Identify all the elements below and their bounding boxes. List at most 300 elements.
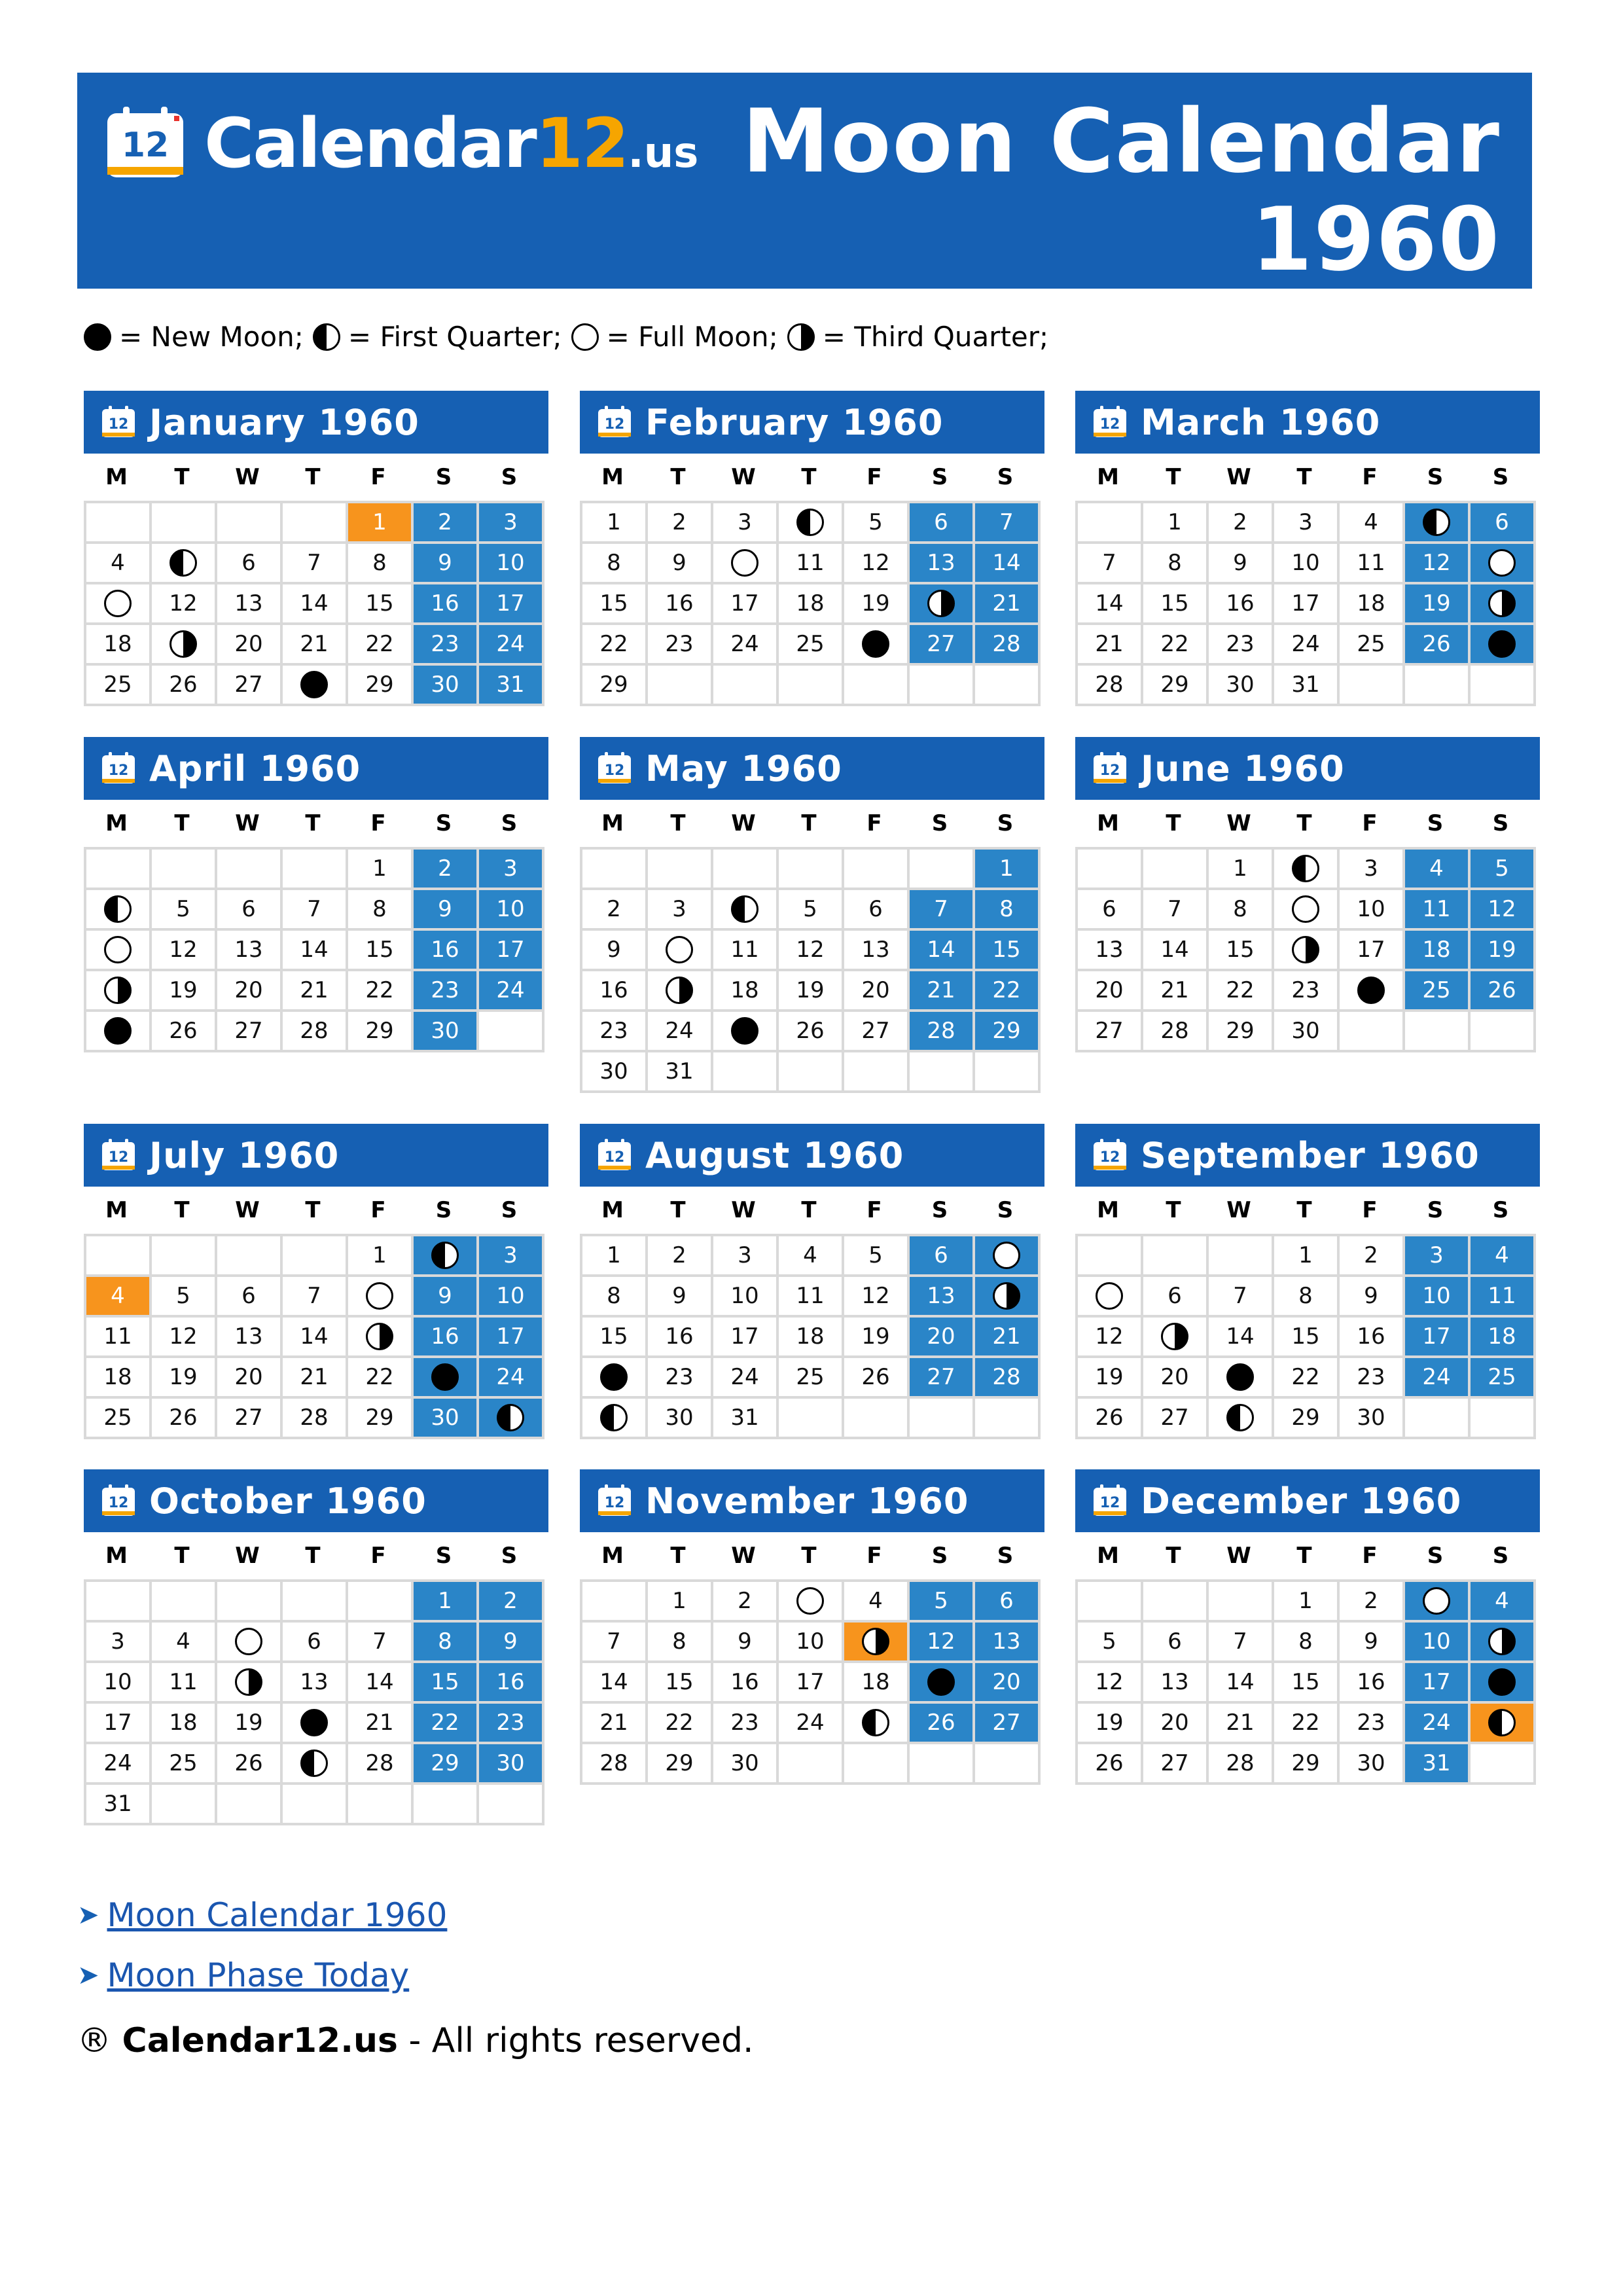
day-cell[interactable]: 1 <box>348 503 414 544</box>
day-cell[interactable]: 19 <box>844 1318 910 1358</box>
day-cell[interactable]: 19 <box>844 584 910 625</box>
day-cell[interactable]: 21 <box>975 584 1041 625</box>
day-cell[interactable]: 13 <box>217 1318 283 1358</box>
day-cell[interactable]: 12 <box>1405 544 1471 584</box>
day-cell[interactable]: 2 <box>1209 503 1274 544</box>
day-cell[interactable]: 9 <box>414 890 479 931</box>
day-cell[interactable]: 9 <box>713 1623 779 1663</box>
day-cell[interactable]: 11 <box>779 1277 844 1318</box>
day-cell[interactable]: 31 <box>1405 1744 1471 1785</box>
day-cell[interactable] <box>1274 931 1340 971</box>
day-cell[interactable]: 12 <box>1471 890 1536 931</box>
day-cell[interactable]: 2 <box>1340 1236 1405 1277</box>
day-cell[interactable]: 4 <box>1340 503 1405 544</box>
day-cell[interactable]: 11 <box>779 544 844 584</box>
day-cell[interactable]: 8 <box>648 1623 713 1663</box>
day-cell[interactable]: 6 <box>1143 1623 1209 1663</box>
day-cell[interactable]: 3 <box>479 503 544 544</box>
day-cell[interactable]: 10 <box>779 1623 844 1663</box>
day-cell[interactable]: 14 <box>1143 931 1209 971</box>
day-cell[interactable]: 14 <box>348 1663 414 1704</box>
day-cell[interactable]: 5 <box>844 1236 910 1277</box>
day-cell[interactable]: 8 <box>1209 890 1274 931</box>
day-cell[interactable]: 26 <box>152 1012 217 1052</box>
day-cell[interactable]: 7 <box>1209 1277 1274 1318</box>
day-cell[interactable]: 2 <box>648 503 713 544</box>
day-cell[interactable]: 4 <box>1471 1582 1536 1623</box>
day-cell[interactable]: 27 <box>1143 1744 1209 1785</box>
day-cell[interactable]: 28 <box>1078 666 1143 706</box>
day-cell[interactable]: 10 <box>713 1277 779 1318</box>
day-cell[interactable]: 8 <box>975 890 1041 931</box>
day-cell[interactable]: 2 <box>479 1582 544 1623</box>
day-cell[interactable]: 16 <box>648 1318 713 1358</box>
day-cell[interactable] <box>844 1623 910 1663</box>
day-cell[interactable] <box>217 1623 283 1663</box>
day-cell[interactable]: 20 <box>1143 1704 1209 1744</box>
day-cell[interactable]: 1 <box>582 1236 648 1277</box>
day-cell[interactable]: 13 <box>1143 1663 1209 1704</box>
day-cell[interactable]: 7 <box>1209 1623 1274 1663</box>
day-cell[interactable]: 16 <box>582 971 648 1012</box>
day-cell[interactable]: 17 <box>1340 931 1405 971</box>
day-cell[interactable] <box>582 1358 648 1399</box>
day-cell[interactable]: 30 <box>414 1399 479 1439</box>
day-cell[interactable]: 16 <box>713 1663 779 1704</box>
day-cell[interactable] <box>582 1399 648 1439</box>
day-cell[interactable]: 5 <box>152 1277 217 1318</box>
day-cell[interactable]: 8 <box>582 1277 648 1318</box>
day-cell[interactable] <box>1405 1582 1471 1623</box>
day-cell[interactable]: 17 <box>86 1704 152 1744</box>
day-cell[interactable] <box>1471 1704 1536 1744</box>
day-cell[interactable]: 6 <box>910 1236 975 1277</box>
day-cell[interactable]: 6 <box>975 1582 1041 1623</box>
moon-calendar-link[interactable]: Moon Calendar 1960 <box>107 1896 448 1934</box>
day-cell[interactable] <box>86 1012 152 1052</box>
day-cell[interactable]: 15 <box>414 1663 479 1704</box>
day-cell[interactable]: 15 <box>648 1663 713 1704</box>
day-cell[interactable]: 10 <box>86 1663 152 1704</box>
day-cell[interactable]: 2 <box>648 1236 713 1277</box>
day-cell[interactable]: 24 <box>648 1012 713 1052</box>
day-cell[interactable]: 16 <box>414 931 479 971</box>
day-cell[interactable]: 18 <box>779 584 844 625</box>
day-cell[interactable]: 6 <box>217 890 283 931</box>
day-cell[interactable]: 1 <box>1274 1236 1340 1277</box>
day-cell[interactable]: 7 <box>283 1277 348 1318</box>
day-cell[interactable]: 30 <box>414 666 479 706</box>
day-cell[interactable]: 28 <box>910 1012 975 1052</box>
day-cell[interactable]: 24 <box>713 625 779 666</box>
day-cell[interactable]: 19 <box>217 1704 283 1744</box>
day-cell[interactable]: 10 <box>1405 1623 1471 1663</box>
day-cell[interactable]: 27 <box>975 1704 1041 1744</box>
day-cell[interactable]: 11 <box>1405 890 1471 931</box>
day-cell[interactable]: 15 <box>582 584 648 625</box>
day-cell[interactable]: 22 <box>348 625 414 666</box>
day-cell[interactable] <box>1274 890 1340 931</box>
day-cell[interactable]: 16 <box>1340 1318 1405 1358</box>
day-cell[interactable]: 1 <box>414 1582 479 1623</box>
day-cell[interactable]: 25 <box>1340 625 1405 666</box>
day-cell[interactable]: 8 <box>1143 544 1209 584</box>
day-cell[interactable]: 5 <box>152 890 217 931</box>
day-cell[interactable] <box>713 890 779 931</box>
day-cell[interactable] <box>283 1704 348 1744</box>
day-cell[interactable]: 3 <box>1405 1236 1471 1277</box>
day-cell[interactable]: 13 <box>910 1277 975 1318</box>
day-cell[interactable]: 11 <box>86 1318 152 1358</box>
day-cell[interactable]: 8 <box>348 544 414 584</box>
day-cell[interactable]: 20 <box>217 625 283 666</box>
day-cell[interactable]: 7 <box>975 503 1041 544</box>
day-cell[interactable]: 27 <box>1078 1012 1143 1052</box>
day-cell[interactable]: 4 <box>844 1582 910 1623</box>
day-cell[interactable]: 15 <box>348 584 414 625</box>
day-cell[interactable]: 22 <box>1143 625 1209 666</box>
day-cell[interactable] <box>152 544 217 584</box>
day-cell[interactable]: 17 <box>479 584 544 625</box>
day-cell[interactable]: 26 <box>1078 1399 1143 1439</box>
day-cell[interactable] <box>152 625 217 666</box>
day-cell[interactable]: 6 <box>910 503 975 544</box>
day-cell[interactable]: 20 <box>217 971 283 1012</box>
day-cell[interactable]: 7 <box>283 544 348 584</box>
day-cell[interactable]: 11 <box>152 1663 217 1704</box>
day-cell[interactable]: 20 <box>975 1663 1041 1704</box>
day-cell[interactable]: 24 <box>479 1358 544 1399</box>
day-cell[interactable] <box>648 971 713 1012</box>
day-cell[interactable]: 28 <box>975 1358 1041 1399</box>
day-cell[interactable]: 23 <box>1340 1704 1405 1744</box>
day-cell[interactable]: 28 <box>975 625 1041 666</box>
day-cell[interactable]: 14 <box>582 1663 648 1704</box>
day-cell[interactable]: 9 <box>1340 1623 1405 1663</box>
day-cell[interactable]: 20 <box>910 1318 975 1358</box>
day-cell[interactable]: 27 <box>1143 1399 1209 1439</box>
day-cell[interactable]: 14 <box>283 1318 348 1358</box>
day-cell[interactable]: 25 <box>1471 1358 1536 1399</box>
day-cell[interactable]: 13 <box>1078 931 1143 971</box>
day-cell[interactable]: 16 <box>414 1318 479 1358</box>
day-cell[interactable]: 25 <box>86 666 152 706</box>
day-cell[interactable] <box>910 1663 975 1704</box>
day-cell[interactable]: 13 <box>217 931 283 971</box>
day-cell[interactable]: 23 <box>414 971 479 1012</box>
day-cell[interactable]: 22 <box>414 1704 479 1744</box>
day-cell[interactable]: 7 <box>348 1623 414 1663</box>
day-cell[interactable]: 12 <box>1078 1318 1143 1358</box>
day-cell[interactable]: 25 <box>1405 971 1471 1012</box>
day-cell[interactable]: 2 <box>414 503 479 544</box>
day-cell[interactable]: 15 <box>1274 1663 1340 1704</box>
day-cell[interactable]: 8 <box>414 1623 479 1663</box>
day-cell[interactable] <box>1471 1623 1536 1663</box>
day-cell[interactable]: 19 <box>152 1358 217 1399</box>
day-cell[interactable] <box>1340 971 1405 1012</box>
day-cell[interactable]: 1 <box>975 850 1041 890</box>
day-cell[interactable]: 31 <box>1274 666 1340 706</box>
day-cell[interactable]: 27 <box>910 625 975 666</box>
day-cell[interactable]: 11 <box>1471 1277 1536 1318</box>
day-cell[interactable]: 18 <box>713 971 779 1012</box>
day-cell[interactable]: 31 <box>479 666 544 706</box>
day-cell[interactable]: 21 <box>283 971 348 1012</box>
day-cell[interactable]: 19 <box>1078 1704 1143 1744</box>
day-cell[interactable]: 17 <box>779 1663 844 1704</box>
day-cell[interactable]: 30 <box>582 1052 648 1093</box>
day-cell[interactable]: 23 <box>1274 971 1340 1012</box>
day-cell[interactable]: 3 <box>713 1236 779 1277</box>
day-cell[interactable]: 22 <box>1274 1704 1340 1744</box>
day-cell[interactable]: 18 <box>779 1318 844 1358</box>
day-cell[interactable] <box>779 503 844 544</box>
day-cell[interactable]: 22 <box>348 971 414 1012</box>
day-cell[interactable]: 20 <box>844 971 910 1012</box>
day-cell[interactable]: 21 <box>582 1704 648 1744</box>
day-cell[interactable] <box>1471 584 1536 625</box>
day-cell[interactable]: 23 <box>582 1012 648 1052</box>
day-cell[interactable]: 29 <box>348 666 414 706</box>
day-cell[interactable]: 9 <box>648 1277 713 1318</box>
day-cell[interactable]: 17 <box>713 1318 779 1358</box>
day-cell[interactable]: 21 <box>283 1358 348 1399</box>
day-cell[interactable]: 30 <box>414 1012 479 1052</box>
day-cell[interactable] <box>86 890 152 931</box>
day-cell[interactable] <box>1143 1318 1209 1358</box>
day-cell[interactable]: 2 <box>713 1582 779 1623</box>
day-cell[interactable]: 22 <box>648 1704 713 1744</box>
day-cell[interactable]: 17 <box>713 584 779 625</box>
day-cell[interactable]: 29 <box>1143 666 1209 706</box>
day-cell[interactable]: 3 <box>1340 850 1405 890</box>
day-cell[interactable]: 26 <box>779 1012 844 1052</box>
day-cell[interactable]: 14 <box>1209 1318 1274 1358</box>
day-cell[interactable]: 8 <box>348 890 414 931</box>
day-cell[interactable]: 22 <box>1209 971 1274 1012</box>
day-cell[interactable]: 21 <box>975 1318 1041 1358</box>
day-cell[interactable]: 2 <box>1340 1582 1405 1623</box>
day-cell[interactable]: 29 <box>1274 1744 1340 1785</box>
day-cell[interactable]: 14 <box>975 544 1041 584</box>
day-cell[interactable]: 9 <box>582 931 648 971</box>
day-cell[interactable]: 4 <box>152 1623 217 1663</box>
day-cell[interactable]: 23 <box>648 1358 713 1399</box>
day-cell[interactable]: 16 <box>648 584 713 625</box>
day-cell[interactable]: 5 <box>844 503 910 544</box>
day-cell[interactable]: 16 <box>479 1663 544 1704</box>
day-cell[interactable]: 30 <box>1209 666 1274 706</box>
day-cell[interactable]: 5 <box>779 890 844 931</box>
day-cell[interactable]: 24 <box>479 625 544 666</box>
day-cell[interactable]: 30 <box>1340 1399 1405 1439</box>
day-cell[interactable] <box>1209 1399 1274 1439</box>
day-cell[interactable] <box>975 1277 1041 1318</box>
day-cell[interactable] <box>1209 1358 1274 1399</box>
day-cell[interactable]: 28 <box>283 1399 348 1439</box>
day-cell[interactable] <box>1405 503 1471 544</box>
day-cell[interactable]: 24 <box>1405 1704 1471 1744</box>
day-cell[interactable]: 24 <box>779 1704 844 1744</box>
day-cell[interactable]: 27 <box>910 1358 975 1399</box>
day-cell[interactable]: 17 <box>1405 1663 1471 1704</box>
day-cell[interactable]: 6 <box>844 890 910 931</box>
day-cell[interactable] <box>910 584 975 625</box>
day-cell[interactable] <box>1471 544 1536 584</box>
day-cell[interactable]: 26 <box>1078 1744 1143 1785</box>
day-cell[interactable]: 21 <box>910 971 975 1012</box>
day-cell[interactable]: 17 <box>479 931 544 971</box>
day-cell[interactable]: 6 <box>217 1277 283 1318</box>
day-cell[interactable]: 29 <box>348 1399 414 1439</box>
day-cell[interactable]: 3 <box>86 1623 152 1663</box>
day-cell[interactable]: 7 <box>1143 890 1209 931</box>
day-cell[interactable]: 12 <box>152 931 217 971</box>
day-cell[interactable]: 16 <box>414 584 479 625</box>
day-cell[interactable]: 19 <box>779 971 844 1012</box>
day-cell[interactable]: 25 <box>779 1358 844 1399</box>
day-cell[interactable]: 8 <box>1274 1623 1340 1663</box>
day-cell[interactable]: 15 <box>1143 584 1209 625</box>
day-cell[interactable]: 8 <box>1274 1277 1340 1318</box>
day-cell[interactable]: 26 <box>844 1358 910 1399</box>
day-cell[interactable]: 19 <box>1078 1358 1143 1399</box>
day-cell[interactable]: 25 <box>86 1399 152 1439</box>
day-cell[interactable]: 6 <box>1078 890 1143 931</box>
day-cell[interactable] <box>844 625 910 666</box>
day-cell[interactable]: 20 <box>1078 971 1143 1012</box>
day-cell[interactable]: 29 <box>582 666 648 706</box>
day-cell[interactable]: 4 <box>86 544 152 584</box>
day-cell[interactable]: 14 <box>283 584 348 625</box>
day-cell[interactable]: 7 <box>283 890 348 931</box>
day-cell[interactable]: 2 <box>414 850 479 890</box>
day-cell[interactable]: 4 <box>86 1277 152 1318</box>
day-cell[interactable]: 13 <box>283 1663 348 1704</box>
day-cell[interactable]: 18 <box>152 1704 217 1744</box>
day-cell[interactable] <box>414 1358 479 1399</box>
day-cell[interactable] <box>283 666 348 706</box>
day-cell[interactable]: 18 <box>86 1358 152 1399</box>
day-cell[interactable]: 20 <box>217 1358 283 1399</box>
day-cell[interactable]: 17 <box>479 1318 544 1358</box>
day-cell[interactable]: 2 <box>582 890 648 931</box>
day-cell[interactable] <box>975 1236 1041 1277</box>
day-cell[interactable] <box>844 1704 910 1744</box>
day-cell[interactable]: 10 <box>1340 890 1405 931</box>
day-cell[interactable]: 21 <box>1078 625 1143 666</box>
day-cell[interactable]: 3 <box>713 503 779 544</box>
day-cell[interactable]: 26 <box>152 1399 217 1439</box>
day-cell[interactable]: 9 <box>648 544 713 584</box>
day-cell[interactable] <box>217 1663 283 1704</box>
day-cell[interactable]: 24 <box>713 1358 779 1399</box>
day-cell[interactable]: 18 <box>86 625 152 666</box>
day-cell[interactable]: 26 <box>217 1744 283 1785</box>
day-cell[interactable]: 15 <box>348 931 414 971</box>
day-cell[interactable]: 10 <box>479 890 544 931</box>
day-cell[interactable]: 5 <box>910 1582 975 1623</box>
day-cell[interactable]: 18 <box>844 1663 910 1704</box>
day-cell[interactable] <box>648 931 713 971</box>
moon-phase-today-link[interactable]: Moon Phase Today <box>107 1956 410 1994</box>
day-cell[interactable]: 10 <box>1405 1277 1471 1318</box>
day-cell[interactable]: 20 <box>1143 1358 1209 1399</box>
day-cell[interactable]: 4 <box>779 1236 844 1277</box>
day-cell[interactable]: 7 <box>582 1623 648 1663</box>
day-cell[interactable]: 25 <box>779 625 844 666</box>
day-cell[interactable] <box>86 584 152 625</box>
day-cell[interactable]: 31 <box>86 1785 152 1825</box>
day-cell[interactable]: 11 <box>1340 544 1405 584</box>
day-cell[interactable]: 12 <box>844 1277 910 1318</box>
day-cell[interactable]: 14 <box>1078 584 1143 625</box>
day-cell[interactable]: 19 <box>1471 931 1536 971</box>
day-cell[interactable]: 23 <box>648 625 713 666</box>
day-cell[interactable]: 18 <box>1471 1318 1536 1358</box>
day-cell[interactable]: 5 <box>1078 1623 1143 1663</box>
day-cell[interactable]: 8 <box>582 544 648 584</box>
day-cell[interactable]: 23 <box>479 1704 544 1744</box>
day-cell[interactable]: 15 <box>1209 931 1274 971</box>
day-cell[interactable]: 7 <box>1078 544 1143 584</box>
day-cell[interactable]: 27 <box>217 1012 283 1052</box>
day-cell[interactable] <box>779 1582 844 1623</box>
day-cell[interactable]: 11 <box>713 931 779 971</box>
day-cell[interactable] <box>479 1399 544 1439</box>
day-cell[interactable]: 15 <box>1274 1318 1340 1358</box>
day-cell[interactable]: 12 <box>1078 1663 1143 1704</box>
day-cell[interactable]: 29 <box>648 1744 713 1785</box>
day-cell[interactable] <box>283 1744 348 1785</box>
site-logo[interactable] <box>105 103 699 183</box>
day-cell[interactable] <box>1471 625 1536 666</box>
day-cell[interactable]: 3 <box>479 1236 544 1277</box>
day-cell[interactable]: 10 <box>479 544 544 584</box>
day-cell[interactable]: 25 <box>152 1744 217 1785</box>
day-cell[interactable]: 26 <box>910 1704 975 1744</box>
day-cell[interactable] <box>86 931 152 971</box>
day-cell[interactable]: 12 <box>152 584 217 625</box>
day-cell[interactable]: 1 <box>582 503 648 544</box>
day-cell[interactable]: 28 <box>1143 1012 1209 1052</box>
day-cell[interactable]: 3 <box>1274 503 1340 544</box>
day-cell[interactable]: 27 <box>217 666 283 706</box>
day-cell[interactable]: 5 <box>1471 850 1536 890</box>
day-cell[interactable]: 13 <box>217 584 283 625</box>
day-cell[interactable]: 6 <box>1471 503 1536 544</box>
day-cell[interactable]: 1 <box>648 1582 713 1623</box>
day-cell[interactable]: 22 <box>975 971 1041 1012</box>
day-cell[interactable]: 23 <box>414 625 479 666</box>
day-cell[interactable]: 30 <box>479 1744 544 1785</box>
day-cell[interactable]: 12 <box>152 1318 217 1358</box>
day-cell[interactable]: 9 <box>1340 1277 1405 1318</box>
day-cell[interactable] <box>713 1012 779 1052</box>
day-cell[interactable]: 29 <box>348 1012 414 1052</box>
day-cell[interactable]: 24 <box>1405 1358 1471 1399</box>
day-cell[interactable]: 14 <box>910 931 975 971</box>
day-cell[interactable]: 22 <box>348 1358 414 1399</box>
day-cell[interactable]: 24 <box>479 971 544 1012</box>
day-cell[interactable]: 18 <box>1405 931 1471 971</box>
day-cell[interactable]: 9 <box>1209 544 1274 584</box>
day-cell[interactable]: 21 <box>283 625 348 666</box>
day-cell[interactable]: 26 <box>1405 625 1471 666</box>
day-cell[interactable]: 1 <box>1274 1582 1340 1623</box>
day-cell[interactable]: 13 <box>975 1623 1041 1663</box>
